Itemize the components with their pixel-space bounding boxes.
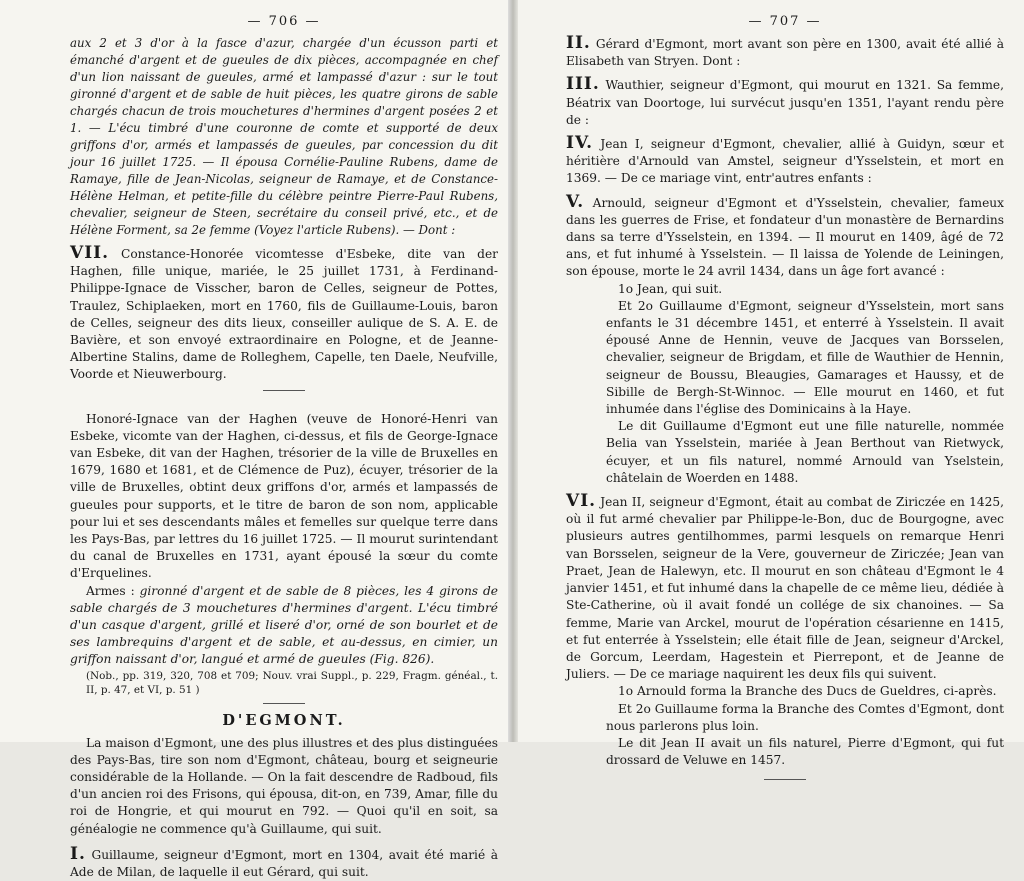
- body-paragraph: Honoré-Ignace van der Haghen (veuve de Honoré-Henri van Esbeke, vicomte van der Haghen, ci-dessus, et fils de George-Ignace van Esbeke, dit van der Haghen, trésorier de la ville de Bruxelles en 1679, 1680 et 1681, et de Clémence de Puz), écuyer, trésorier de la ville de Bruxelles, obtint deux griffons d'or, armés et lampassés de gueules pour supports, et le titre de baron de son nom, applicable pour lui et ses descendants mâles et femelles sur quelque terre dans les Pays-Bas, par lettres du 16 juillet 1725. — Il mourut surintendant du canal de Bruxelles en 1731, ayant épousé la sœur du comte d'Erquelines.: [70, 411, 498, 581]
- entry-text: Jean I, seigneur d'Egmont, chevalier, allié à Guidyn, sœur et héritière d'Arnould van Amstel, seigneur d'Ysselstein, et mort en 1369. — De ce mariage vint, entr'autres enfants :: [566, 137, 1004, 186]
- generation-entry: [566, 191, 1005, 281]
- generation-number: V.: [566, 191, 585, 212]
- section-rule: [764, 779, 806, 780]
- entry-text: Guillaume, seigneur d'Egmont, mort en 1304, avait été marié à Ade de Milan, de laquelle il eut Gérard, qui suit.: [70, 847, 499, 880]
- references: (Nob., pp. 319, 320, 708 et 709; Nouv. vrai Suppl., p. 229, Fragm. généal., t. II, p. 47, et VI, p. 51 ): [86, 669, 498, 696]
- generation-number: II.: [566, 33, 591, 53]
- generation-number: III.: [566, 74, 600, 95]
- armes-text: gironné d'argent et de sable de 8 pièces, les 4 girons de sable chargés de 3 mouchetures d'hermines d'argent. L'écu timbré d'un casque d'argent, grillé et liseré d'or, orné de son bourlet et de ses lambrequins d'argent et de sable, et au-dessus, en cimier, un griffon naissant d'or, langué et armé de gueules (Fig. 826).: [70, 583, 498, 667]
- generation-entry: [566, 35, 1004, 70]
- generation-number: VII.: [70, 243, 110, 263]
- section-rule: [263, 390, 305, 391]
- child-entry: [566, 683, 1004, 700]
- entry-text: Jean II, seigneur d'Egmont, était au combat de Ziriczée en 1425, où il fut armé chevalier par Philippe-le-Bon, duc de Bourgogne, avec plusieurs autres gentilhommes, parmi lesquels on remarque Henri van Borsselen, seigneur de la Vere, gouverneur de Ziriczée; Jean van Praet, Jean de Halewyn, etc. Il mourut en son château d'Egmont le 4 janvier 1451, et fut inhumé dans la chapelle de ce même lieu, dédiée à Ste-Catherine, où il avait fondé un collége de six chanoines. — Sa femme, Marie van Arckel, mourut de l'opération césarienne en 1415, et fut enterrée à Ysselstein; elle était fille de Jean, seigneur d'Arckel, de Gorcum, Leerdam, Hagestein et Pierrepont, et de Jeanne de Juliers. — De ce mariage naquirent les deux fils qui suivent.: [566, 495, 1005, 682]
- entry-text: Arnould, seigneur d'Egmont et d'Ysselstein, chevalier, fameux dans les guerres de Frise, et fondateur d'un monastère de Bernardins dans sa terre d'Ysselstein, en 1394. — Il mourut en 1409, âgé de 72 ans, et fut inhumé à Ysselstein. — Il laissa de Yolende de Leiningen, son épouse, morte le 24 avril 1434, dans un âge fort avancé :: [566, 195, 1005, 279]
- body-paragraph: La maison d'Egmont, une des plus illustres et des plus distinguées des Pays-Bas, tire son nom d'Egmont, château, bourg et seigneurie considérable de la Hollande. — On la fait descendre de Radboud, fils d'un ancien roi des Frisons, qui épousa, dit-on, en 739, Amar, fille du roi de Hongrie, et qui mourut en 792. — Quoi qu'il en soit, sa généalogie ne commence qu'à Guillaume, qui suit.: [70, 735, 498, 836]
- entry-text: Constance-Honorée vicomtesse d'Esbeke, dite van der Haghen, fille unique, mariée, le 25 juillet 1731, à Ferdinand-Philippe-Ignace de Visscher, baron de Celles, seigneur de Pottes, Traulez, Schiplaeken, mort en 1760, fils de Guillaume-Louis, baron de Celles, seigneur des dits lieux, conseiller aulique de S. A. E. de Bavière, et son envoyé extraordinaire en Pologne, et de Jeanne-Albertine Stalins, dame de Rolleghem, Capelle, ten Daele, Neufville, Voorde et Nieuwerbourg.: [70, 247, 499, 382]
- page-number: — 707 —: [748, 14, 822, 29]
- armes-paragraph: [70, 583, 498, 669]
- section-heading: D'EGMONT.: [222, 711, 346, 729]
- generation-entry: [70, 843, 499, 881]
- entry-text: Gérard d'Egmont, mort avant son père en 1300, avait été allié à Elisabeth van Stryen. Dont :: [566, 37, 1004, 69]
- entry-text: Wauthier, seigneur d'Egmont, qui mourut en 1321. Sa femme, Béatrix van Doortoge, lui survécut jusqu'en 1351, l'ayant rendu père de :: [566, 78, 1005, 127]
- child-entry: Et 2o Guillaume d'Egmont, seigneur d'Ysselstein, mort sans enfants le 31 décembre 1451, et enterré à Ysselstein. Il avait épousé Anne de Hennin, veuve de Jacques van Borsselen, chevalier, seigneur de Brigdam, et fille de Wauthier de Hennin, seigneur de Boussu, Bleaugies, Gamarages et Haussy, et de Sibille de Bergh-St-Winnoc. — Elle mourut en 1460, et fut inhumée dans l'église des Dominicains à la Haye.: [606, 298, 1004, 417]
- book-gutter: [508, 0, 518, 742]
- page-number: — 706 —: [247, 14, 321, 29]
- generation-entry: [70, 245, 498, 384]
- right-page: [512, 0, 1024, 768]
- child-text: 1o Arnould forma la Branche des Ducs de Gueldres, ci-après.: [618, 684, 997, 699]
- generation-number: I.: [70, 843, 86, 864]
- generation-number: VI.: [566, 491, 597, 512]
- section-rule: [263, 703, 305, 704]
- generation-entry: [566, 135, 1004, 188]
- child-entry: 1o Jean, qui suit.: [618, 281, 723, 296]
- generation-entry: [566, 76, 1004, 129]
- generation-number: IV.: [566, 133, 594, 154]
- child-entry: Le dit Jean II avait un fils naturel, Pierre d'Egmont, qui fut drossard de Veluwe en 1457.: [606, 735, 1004, 768]
- generation-entry: [566, 493, 1004, 683]
- blazon-paragraph: aux 2 et 3 d'or à la fasce d'azur, chargée d'un écusson parti et émanché d'argent et de gueules de dix pièces, accompagnée en chef d'un lion naissant de gueules, armé et lampassé d'azur : sur le tout gironné d'argent et de sable de huit pièces, les quatre girons de sable chargés chacun de trois mouchetures d'hermines d'argent posées 2 et 1. — L'écu timbré d'une couronne de comte et supporté de deux griffons d'or, armés et lampassés de gueules, par concession du dit jour 16 juillet 1725. — Il épousa Cornélie-Pauline Rubens, dame de Ramaye, fille de Jean-Nicolas, seigneur de Ramaye, et de Constance-Hélène Helman, et petite-fille du célèbre peintre Pierre-Paul Rubens, chevalier, seigneur de Steen, secrétaire du conseil privé, etc., et de Hélène Forment, sa 2e femme (Voyez l'article Rubens). — Dont :: [70, 36, 498, 237]
- child-entry: Et 2o Guillaume forma la Branche des Comtes d'Egmont, dont nous parlerons plus loin.: [606, 701, 1004, 733]
- armes-label: Armes :: [86, 583, 135, 598]
- child-entry: Le dit Guillaume d'Egmont eut une fille naturelle, nommée Belia van Ysselstein, mariée à Jean Berthout van Rietwyck, écuyer, et un fils naturel, nommé Arnould van Yselstein, châtelain de Woerden en 1488.: [606, 419, 1004, 485]
- left-page: [0, 0, 512, 880]
